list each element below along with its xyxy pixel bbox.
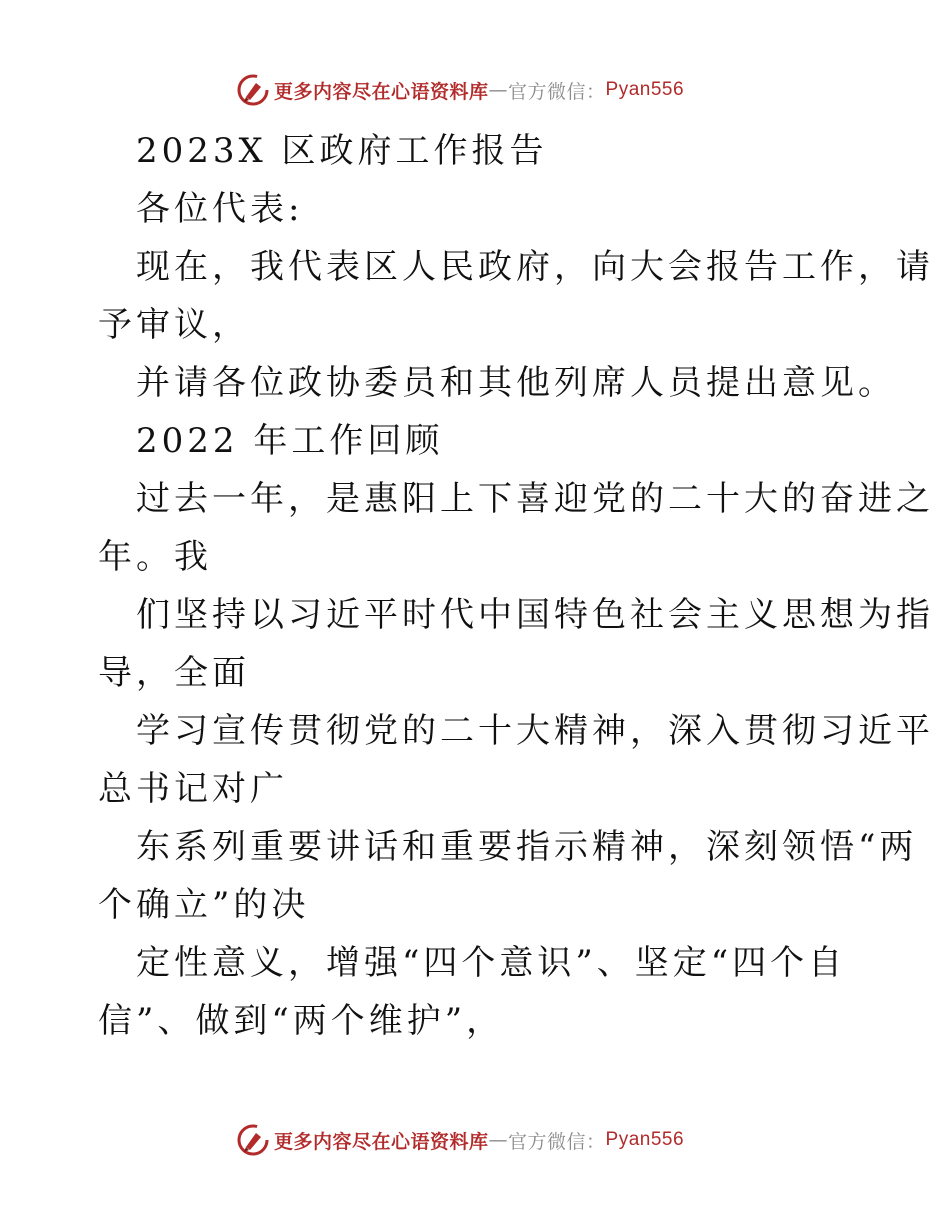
text-line: 定性意义，增强“四个意识”、坚定“四个自 — [136, 943, 847, 983]
watermark-dash: — — [488, 79, 509, 101]
watermark-wechat-label: 官方微信： — [508, 1130, 606, 1153]
text-line: 学习宣传贯彻党的二十大精神，深入贯彻习近平 — [136, 711, 934, 751]
text-line: 们坚持以习近平时代中国特色社会主义思想为指 — [136, 595, 934, 635]
text-line: 予审议， — [98, 305, 250, 345]
document-body — [98, 122, 934, 1050]
text-line: 现在，我代表区人民政府，向大会报告工作，请 — [136, 247, 934, 287]
text-line: 并请各位政协委员和其他列席人员提出意见。 — [136, 363, 896, 403]
pen-nib-circle-icon — [236, 1123, 270, 1157]
text-line: 2023X 区政府工作报告 — [136, 131, 548, 171]
text-line: 个确立”的决 — [98, 885, 310, 925]
text-line: 2022 年工作回顾 — [136, 421, 444, 461]
pen-nib-circle-icon — [236, 73, 270, 107]
text-line: 东系列重要讲话和重要指示精神，深刻领悟“两 — [136, 827, 918, 867]
watermark-slogan: 更多内容尽在心语资料库 — [274, 1130, 489, 1153]
watermark-wechat-label: 官方微信： — [508, 80, 606, 103]
watermark-slogan: 更多内容尽在心语资料库 — [274, 80, 489, 103]
watermark-banner-top — [236, 72, 684, 108]
text-line: 过去一年，是惠阳上下喜迎党的二十大的奋进之 — [136, 479, 934, 519]
watermark-banner-bottom — [236, 1122, 684, 1158]
watermark-wechat-id: Pyan556 — [605, 1129, 685, 1150]
text-line: 年。我 — [98, 537, 212, 577]
watermark-dash: — — [488, 1129, 509, 1151]
text-line: 各位代表: — [136, 189, 304, 229]
text-line: 导，全面 — [98, 653, 250, 693]
text-line: 总书记对广 — [98, 769, 288, 809]
watermark-wechat-id: Pyan556 — [605, 79, 685, 100]
text-line: 信”、做到“两个维护”， — [98, 1001, 505, 1041]
